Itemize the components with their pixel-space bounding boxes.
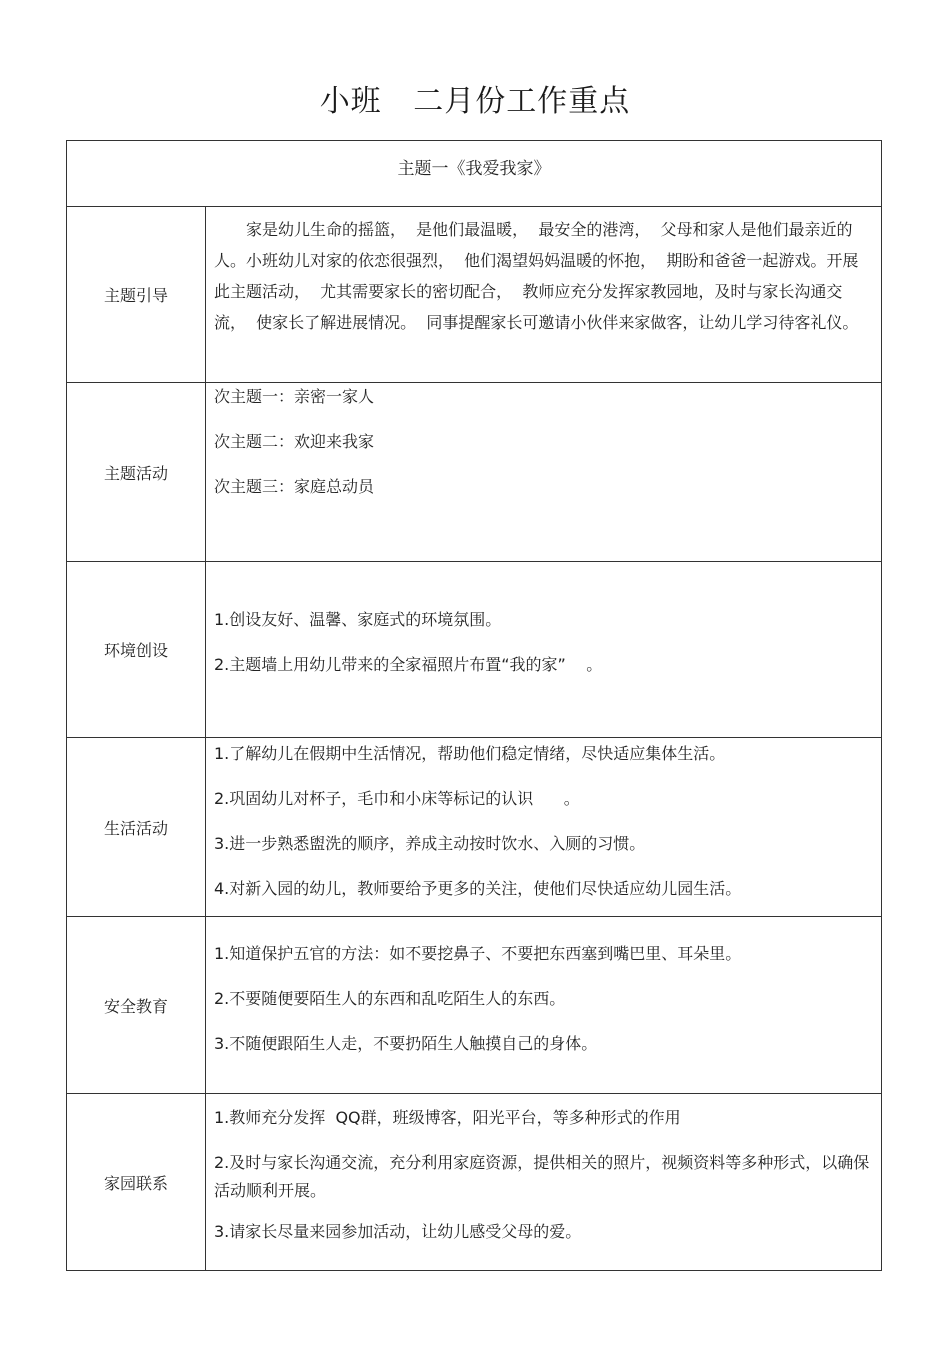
list-item: 4.对新入园的幼儿，教师要给予更多的关注，使他们尽快适应幼儿园生活。 <box>214 879 742 898</box>
intro-paragraph: 家是幼儿生命的摇篮， 是他们最温暖， 最安全的港湾， 父母和家人是他们最亲近的人。小班幼儿对家的依恋很强烈， 他们渴望妈妈温暖的怀抱， 期盼和爸爸一起游戏。开展此主题活动， 尤其需要家长的密切配合， 教师应充分发挥家教园地，及时与家长沟通交流， 使家长了解进展情况。 同事提醒家长可邀请小伙伴来家做客，让幼儿学习待客礼仪。 <box>214 220 859 332</box>
list-item: 次主题三：家庭总动员 <box>214 477 375 496</box>
list-item: 2.及时与家长沟通交流，充分利用家庭资源，提供相关的照片，视频资料等多种形式，以确保活动顺利开展。 <box>214 1153 870 1200</box>
row-label: 安全教育 <box>67 917 206 1093</box>
row-content <box>206 562 881 737</box>
list-item: 1.教师充分发挥 QQ群，班级博客，阳光平台，等多种形式的作用 <box>214 1108 681 1127</box>
page-title: 小班 二月份工作重点 <box>319 84 631 119</box>
row-content <box>206 1094 881 1270</box>
row-environment <box>67 562 881 738</box>
list-item: 2.主题墙上用幼儿带来的全家福照片布置“我的家” 。 <box>214 655 603 674</box>
theme-header: 主题一《我爱我家》 <box>67 141 881 207</box>
row-label: 环境创设 <box>67 562 206 737</box>
list-item: 次主题二：欢迎来我家 <box>214 432 375 451</box>
row-label: 家园联系 <box>67 1094 206 1270</box>
row-content <box>206 917 881 1093</box>
row-daily-life <box>67 738 881 917</box>
work-plan-table <box>66 140 882 1271</box>
row-safety <box>67 917 881 1094</box>
row-theme-intro <box>67 207 881 383</box>
row-label: 主题活动 <box>67 383 206 561</box>
row-content <box>206 738 881 916</box>
list-item: 2.不要随便要陌生人的东西和乱吃陌生人的东西。 <box>214 989 566 1008</box>
list-item: 1.创设友好、温馨、家庭式的环境氛围。 <box>214 610 502 629</box>
row-theme-activities <box>67 383 881 562</box>
row-content <box>206 383 881 561</box>
list-item: 3.不随便跟陌生人走，不要扔陌生人触摸自己的身体。 <box>214 1034 598 1053</box>
row-label: 生活活动 <box>67 738 206 916</box>
list-item: 1.知道保护五官的方法：如不要挖鼻子、不要把东西塞到嘴巴里、耳朵里。 <box>214 944 742 963</box>
row-label: 主题引导 <box>67 207 206 382</box>
list-item: 次主题一：亲密一家人 <box>214 387 375 406</box>
list-item: 3.请家长尽量来园参加活动，让幼儿感受父母的爱。 <box>214 1222 582 1241</box>
row-content <box>206 207 881 382</box>
row-home-school <box>67 1094 881 1270</box>
list-item: 3.进一步熟悉盥洗的顺序，养成主动按时饮水、入厕的习惯。 <box>214 834 646 853</box>
list-item: 2.巩固幼儿对杯子，毛巾和小床等标记的认识 。 <box>214 789 580 808</box>
list-item: 1.了解幼儿在假期中生活情况，帮助他们稳定情绪，尽快适应集体生活。 <box>214 744 726 763</box>
